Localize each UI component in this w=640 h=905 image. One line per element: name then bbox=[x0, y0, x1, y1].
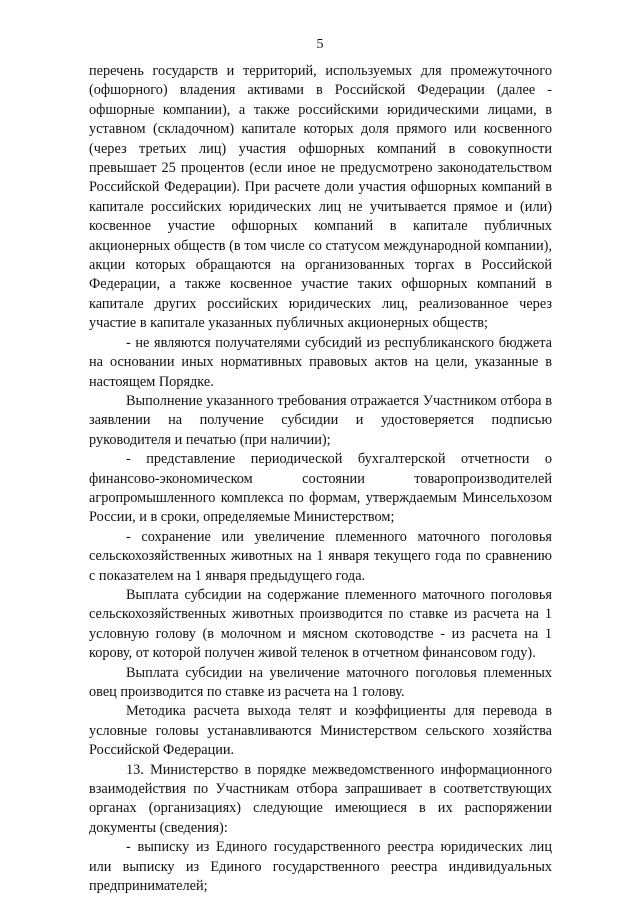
paragraph-calculation-method: Методика расчета выхода телят и коэффициенты для перевода в условные головы устанавливаются Министерством сельского хозяйства Российской Федерации. bbox=[89, 703, 552, 759]
page-number: 5 bbox=[316, 37, 324, 52]
paragraph-breeding-herd-payment: Выплата субсидии на содержание племенного маточного поголовья сельскохозяйственных животных производится по ставке из расчета на 1 условную голову (в молочном и мясном скотоводстве - из расчета на 1 корову, от которой получен живой теленок в отчетном финансовом году). bbox=[89, 586, 552, 662]
paragraph-offshore-list: перечень государств и территорий, используемых для промежуточного (офшорного) владения активами в Российской Федерации (далее - офшорные компании), а также российскими юридическими лицами, в уставном (складочном) капитале которых доля прямого или косвенного (через третьих лиц) участия офшорных компаний в совокупности превышает 25 процентов (если иное не предусмотрено законодательством Российской Федерации). При расчете доли участия офшорных компаний в капитале российских юридических лиц не учитывается прямое и (или) косвенное участие офшорных компаний в капитале публичных акционерных обществ (в том числе со статусом международной компании), акции которых обращаются на организованных торгах в Российской Федерации, а также косвенное участие таких офшорных компаний в капитале других российских юридических лиц, реализованное через участие в капитале указанных публичных акционерных обществ; bbox=[89, 63, 552, 332]
paragraph-interagency-request: 13. Министерство в порядке межведомственного информационного взаимодействия по Участникам отбора запрашивает в соответствующих органах (организациях) следующие имеющиеся в их распоряжении документы (сведения): bbox=[89, 761, 552, 836]
paragraph-requirement-confirmation: Выполнение указанного требования отражается Участником отбора в заявлении на получение субсидии и удостоверяется подписью руководителя и печатью (при наличии); bbox=[89, 392, 552, 448]
paragraph-herd-preservation: - сохранение или увеличение племенного маточного поголовья сельскохозяйственных животных на 1 января текущего года по сравнению с показателем на 1 января предыдущего года. bbox=[89, 528, 552, 584]
paragraph-no-other-subsidies: - не являются получателями субсидий из республиканского бюджета на основании иных нормативных правовых актов на цели, указанные в настоящем Порядке. bbox=[89, 334, 552, 390]
document-body bbox=[89, 62, 552, 896]
paragraph-sheep-payment: Выплата субсидии на увеличение маточного поголовья племенных овец производится по ставке из расчета на 1 голову. bbox=[89, 664, 552, 700]
paragraph-registry-extract: - выписку из Единого государственного реестра юридических лиц или выписку из Единого государственного реестра индивидуальных предпринимателей; bbox=[89, 839, 552, 895]
paragraph-periodic-reporting: - представление периодической бухгалтерской отчетности о финансово-экономическом состоянии товаропроизводителей агропромышленного комплекса по формам, утверждаемым Минсельхозом России, и в сроки, определяемые Министерством; bbox=[89, 451, 552, 526]
